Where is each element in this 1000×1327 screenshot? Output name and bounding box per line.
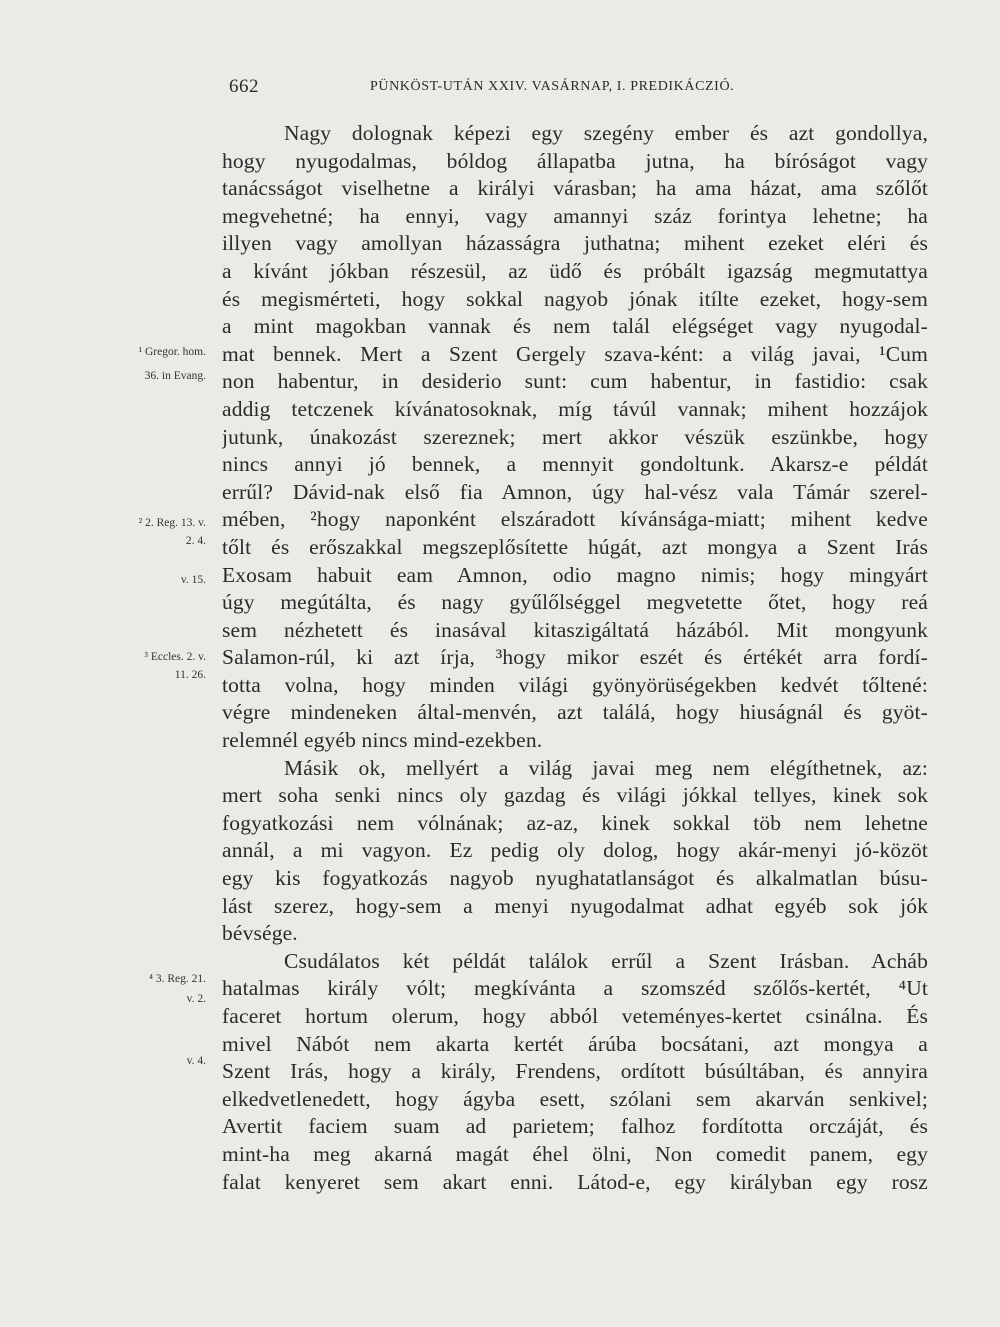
sidenote: ³ Eccles. 2. v. (144, 651, 206, 663)
sidenote: v. 2. (186, 993, 206, 1005)
text-line: Csudálatos két példát találok errűl a Szent Irásban. Acháb (284, 948, 928, 973)
text-line: faceret hortum olerum, hogy abból veteményes-kertet csinálna. És (222, 1004, 928, 1028)
text-line: úgy megútálta, és nagy gyűlőlséggel megvetette őtet, hogy reá (222, 590, 928, 615)
text-line: tanácsságot viselhetne a királyi várasban; ha ama házat, ama szőlőt (222, 176, 928, 201)
text-line: nincs annyi jó bennek, a mennyit gondoltunk. Akarsz-e példát (222, 452, 928, 477)
text-line: Salamon-rúl, ki azt írja, ³hogy mikor eszét és értékét arra fordí- (222, 645, 928, 670)
sidenote: 36. in Evang. (144, 370, 206, 382)
text-line: mében, ²hogy naponként elszáradott kívánsága-miatt; mihent kedve (222, 507, 928, 532)
sidenote: v. 15. (180, 574, 206, 586)
sidenote: v. 4. (186, 1055, 206, 1067)
text-line: relemnél egyéb nincs mind-ezekben. (222, 728, 543, 753)
text-line: megvehetné; ha ennyi, vagy amannyi száz forintya lehetne; ha (222, 203, 928, 228)
text-line: egy kis fogyatkozás nagyob nyughatatlanságot és alkalmatlan búsu- (222, 866, 928, 891)
text-line: non habentur, in desiderio sunt: cum habentur, in fastidio: csak (222, 369, 928, 394)
text-line: tőlt és erőszakkal megszeplősítette húgát, azt mongya a Szent Irás (222, 534, 928, 559)
text-line: mert soha senki nincs oly gazdag és világi jókkal tellyes, kinek sok (222, 783, 928, 808)
sidenote: ⁴ 3. Reg. 21. (148, 973, 206, 985)
sidenote: 2. 4. (185, 535, 206, 547)
text-line: addig tetczenek kívánatosoknak, míg távúl vannak; mihent hozzájok (222, 396, 928, 421)
body-text (222, 120, 928, 1196)
text-line: Másik ok, mellyért a világ javai meg nem elégíthetnek, az: (284, 755, 928, 780)
text-line: fogyatkozási nem vólnának; az-az, kinek sokkal töb nem lehetne (222, 810, 928, 835)
text-line: sem nézhetett és inasával kitaszigáltatá házából. Mit mongyunk (222, 617, 928, 642)
text-line: falat kenyeret sem akart enni. Látod-e, egy királyban egy rosz (222, 1169, 928, 1194)
text-line: elkedvetlenedett, hogy ágyba esett, szólani sem akarván senkivel; (222, 1086, 928, 1111)
text-line: bévsége. (222, 921, 298, 946)
running-header (0, 76, 1000, 100)
text-line: mivel Nábót nem akarta kertét árúba bocsátani, azt mongya a (222, 1031, 928, 1056)
text-line: hatalmas király vólt; megkívánta a szomszéd szőlős-kertét, ⁴Ut (222, 976, 928, 1001)
text-line: hogy nyugodalmas, bóldog állapatba jutna, ha bíróságot vagy (222, 148, 928, 173)
text-line: Exosam habuit eam Amnon, odio magno nimis; hogy mingyárt (222, 562, 928, 587)
text-line: Szent Irás, hogy a király, Frendens, ordított búsúltában, és annyira (222, 1059, 928, 1084)
text-line: végre mindeneken által-menvén, azt találá, hogy hiuságnál és gyöt- (222, 700, 928, 725)
text-line: annál, a mi vagyon. Ez pedig oly dolog, hogy akár-menyi jó-közöt (222, 838, 928, 863)
text-line: errűl? Dávid-nak első fia Amnon, úgy hal-vész vala Támár szerel- (222, 479, 928, 504)
page-number: 662 (229, 76, 259, 97)
text-line: és megismérteti, hogy sokkal nagyob jónak itílte ezeket, hogy-sem (222, 286, 928, 311)
sidenote: 11. 26. (174, 669, 206, 681)
running-title: PÜNKÖST-UTÁN XXIV. VASÁRNAP, I. PREDIKÁCZIÓ. (370, 79, 735, 94)
text-line: Avertit faciem suam ad parietem; falhoz fordította orczáját, és (222, 1114, 928, 1139)
text-line: Nagy dolognak képezi egy szegény ember és azt gondollya, (284, 121, 928, 145)
text-line: jutunk, únakozást szereznek; mert akkor vészük eszünkbe, hogy (222, 424, 928, 449)
text-line: mint-ha meg akarná magát éhel ölni, Non comedit panem, egy (222, 1141, 928, 1166)
text-line: a mint magokban vannak és nem talál elégséget vagy nyugodal- (222, 314, 928, 339)
sidenote: ¹ Gregor. hom. (138, 346, 206, 358)
sidenote: ² 2. Reg. 13. v. (138, 517, 206, 529)
text-line: illyen vagy amollyan házasságra juthatna; mihent ezeket eléri és (222, 231, 928, 256)
text-line: lást szerez, hogy-sem a menyi nyugodalmat adhat egyéb sok jók (222, 893, 928, 918)
text-line: a kívánt jókban részesül, az üdő és próbált igazság megmutattya (222, 258, 928, 283)
text-line: mat bennek. Mert a Szent Gergely szava-ként: a világ javai, ¹Cum (222, 341, 928, 366)
text-line: totta volna, hogy minden világi gyönyörüségekben kedvét tőltené: (222, 672, 928, 697)
